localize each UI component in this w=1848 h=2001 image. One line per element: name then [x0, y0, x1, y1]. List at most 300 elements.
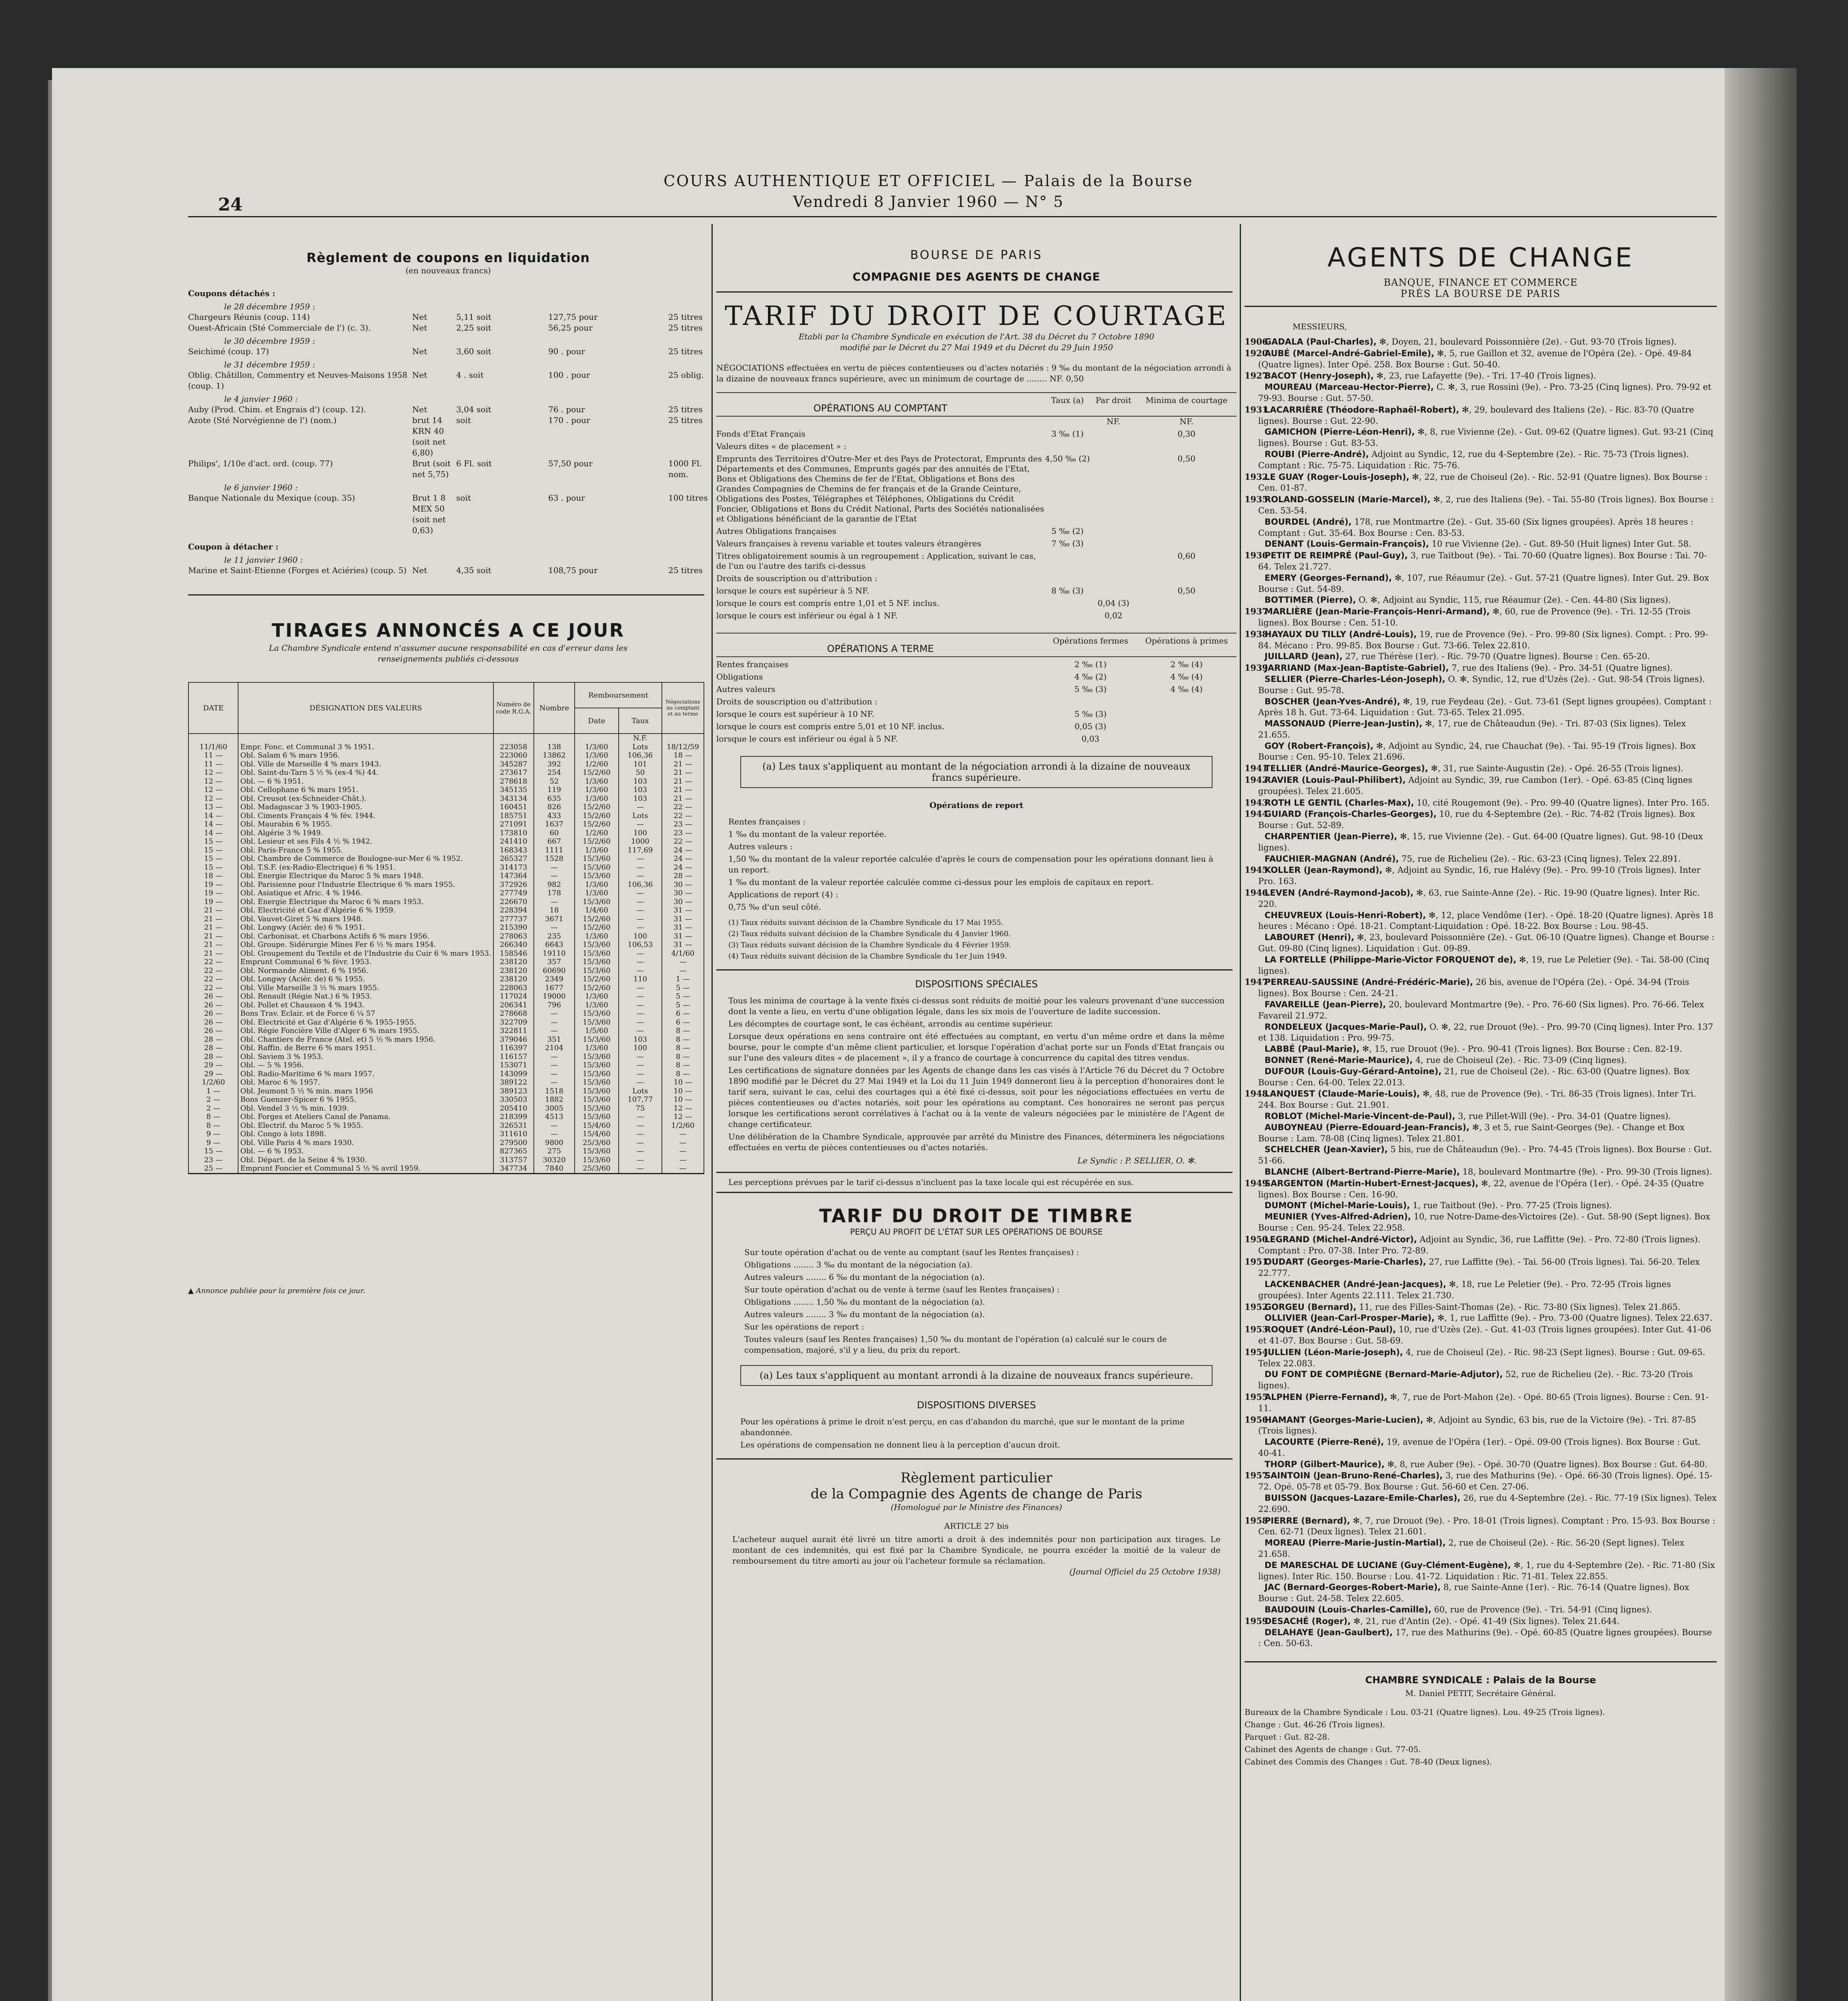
row-label: Autres Obligations françaises [716, 526, 836, 536]
cell-negociations: 21 — [662, 768, 704, 777]
agent-name: LA FORTELLE (Philippe-Marie-Victor FORQUENOT de), [1265, 954, 1517, 964]
cell-code: 314173 [493, 863, 534, 872]
row-minimum [1136, 598, 1237, 608]
comptant-row [716, 598, 1237, 608]
agent-details: O. ✻, Adjoint au Syndic, 115, rue Réaumur (2e). - Cen. 44-80 (Six lignes). [1356, 595, 1671, 605]
agent-name: GADALA (Paul-Charles), [1265, 337, 1377, 347]
cell-taux: — [619, 1027, 662, 1035]
table-row [188, 932, 704, 941]
cell-designation: Obl. Départ. de la Seine 4 % 1930. [238, 1156, 493, 1165]
tirages-footnote: ▲ Annonce publiée pour la première fois ce jour. [188, 1286, 365, 1295]
cell-remb-date: 1/3/60 [575, 777, 619, 786]
col-remboursement: Remboursement [575, 682, 662, 708]
agent-name: JUILLARD (Jean), [1265, 652, 1343, 662]
tarif-note: (3) Taux réduits suivant décision de la Chambre Syndicale du 4 Février 1959. [728, 941, 1011, 949]
cell-date: 22 — [188, 958, 238, 966]
table-row [188, 768, 704, 777]
agent-details: ✻, 15, rue Vivienne (2e). - Gut. 64-00 (Quatre lignes). Gut. 98-10 (Deux lignes). [1258, 832, 1703, 852]
table-row [188, 846, 704, 855]
table-row [188, 880, 704, 889]
cell-code: 168343 [493, 846, 534, 855]
agent-name: MEUNIER (Yves-Alfred-Adrien), [1265, 1212, 1411, 1222]
cell-nombre: 667 [534, 837, 575, 846]
cell-nombre: 2349 [534, 975, 575, 984]
cell-designation: Obl. T.S.F. (ex-Radio-Electrique) 6 % 1951. [238, 863, 493, 872]
agent-name: GAMICHON (Pierre-Léon-Henri), [1265, 427, 1415, 437]
cell-code: 158546 [493, 949, 534, 958]
messieurs: MESSIEURS, [1293, 322, 1347, 331]
cell-nombre: 433 [534, 812, 575, 820]
agent-year: 1950 [1245, 1234, 1268, 1244]
agent-details: ✻, 29, boulevard des Italiens (2e). - Ric. 83-70 (Quatre lignes). Bourse : Gut. 22-90. [1258, 405, 1694, 426]
cell-remb-date: 1/2/60 [575, 760, 619, 769]
article-reference: (Journal Officiel du 25 Octobre 1938) [1069, 1567, 1221, 1576]
report-line: Applications de report (4) : [728, 890, 838, 899]
coupon-unit: 25 titres [668, 323, 703, 333]
cell-remb-date: 15/3/60 [575, 1104, 619, 1113]
perceptions: Les perceptions prévues par le tarif ci-dessus n'incluent pas la taxe locale qui est récupérée en sus. [728, 1177, 1134, 1187]
cell-nombre: — [534, 923, 575, 932]
timbre-line: Obligations ........ 1,50 ‰ du montant de la négociation (a). [744, 1297, 985, 1307]
agent-name: JAC (Bernard-Georges-Robert-Marie), [1265, 1582, 1441, 1592]
row-prime: 4 ‰ (4) [1170, 684, 1203, 694]
coupon-name: Chargeurs Réunis (coup. 114) [188, 312, 310, 322]
coupon-unit: 100 titres [668, 493, 708, 503]
cell-taux: — [619, 1113, 662, 1121]
agents-subtitle-2: PRÈS LA BOURSE DE PARIS [1400, 288, 1561, 299]
agent-year: 1952 [1245, 1301, 1268, 1312]
agent-details: 10, rue du 4-Septembre (2e). - Ric. 74-82 (Trois lignes). Box Bourse : Gut. 52-89. [1258, 809, 1695, 830]
coupon-amount: 6 Fl. soit [456, 459, 492, 468]
cell-nombre: 18 [534, 906, 575, 915]
agent-year: 1943 [1245, 797, 1268, 808]
reglement-homologue: (Homologué par le Ministre des Finances) [890, 1502, 1062, 1512]
cell-code: 205410 [493, 1104, 534, 1113]
agent-entry [1245, 1211, 1717, 1234]
agent-entry [1245, 1022, 1717, 1044]
col-remb-taux: Taux [619, 708, 662, 734]
agent-entry [1245, 1604, 1717, 1616]
row-minimum [1136, 573, 1237, 583]
agent-details: ✻, 8, rue Vivienne (2e). - Gut. 09-62 (Quatre lignes). Gut. 93-21 (Cinq lignes). Bourse : Gut. 83-53. [1258, 427, 1714, 448]
row-ferme: 0,03 [1081, 734, 1100, 744]
table-row [188, 743, 704, 752]
agent-year: 1937 [1245, 606, 1268, 617]
row-taux: 5 ‰ (2) [1051, 526, 1084, 536]
cell-designation: Obl. Lesieur et ses Fils 4 ½ % 1942. [238, 837, 493, 846]
coupon-unit: 25 titres [668, 415, 703, 425]
cell-code: 345287 [493, 760, 534, 769]
agent-year: 1957 [1245, 1470, 1268, 1481]
table-row [188, 1009, 704, 1018]
cell-taux: 101 [619, 760, 662, 769]
row-droit [1090, 573, 1136, 583]
coupon-date: le 28 décembre 1959 : [224, 302, 315, 311]
col-nombre: Nombre [534, 682, 575, 734]
agent-name: PERREAU-SAUSSINE (André-Frédéric-Marie), [1265, 977, 1473, 987]
agent-year: 1949 [1245, 1178, 1268, 1188]
coupon-amount: 2,25 soit [456, 323, 491, 333]
cell-nombre: — [534, 1009, 575, 1018]
agent-details: ✻, 1, rue du 4-Septembre (2e). - Ric. 71-80 (Six lignes). Inter Ric. 150. Bourse : Lou. 41-72. Liquidation : Ric. 71-81. Telex 22.855. [1258, 1560, 1715, 1581]
agent-details: 10, rue d'Uzès (2e). - Gut. 41-03 (Trois lignes groupées). Inter Gut. 41-06 et 41-07. Box Bourse : Gut. 58-69. [1258, 1325, 1711, 1345]
coupon-unit: 1000 Fl. nom. [668, 459, 702, 479]
table-row [188, 1001, 704, 1010]
cell-taux: 107,77 [619, 1095, 662, 1104]
row-droit: 0,04 (3) [1097, 598, 1130, 608]
agent-entry [1245, 1493, 1717, 1515]
section-rule [188, 594, 704, 595]
cell-negociations: 5 — [662, 992, 704, 1001]
reglement-subtitle: de la Compagnie des Agents de change de Paris [810, 1486, 1142, 1502]
cell-code: 238120 [493, 966, 534, 975]
cell-date: 26 — [188, 1027, 238, 1035]
tarif-note-a: (a) Les taux s'appliquent au montant de la négociation arrondi à la dizaine de nouveaux francs supérieure. [740, 756, 1213, 788]
agent-name: LANQUEST (Claude-Marie-Louis), [1265, 1089, 1420, 1099]
row-minimum [1136, 611, 1237, 621]
cell-remb-date: 15/3/60 [575, 1018, 619, 1027]
agent-name: PETIT DE REIMPRÉ (Paul-Guy), [1265, 551, 1408, 561]
cell-taux: 100 [619, 829, 662, 838]
cell-designation: Obl. Salam 6 % mars 1956. [238, 751, 493, 760]
coupon-line [188, 493, 708, 536]
row-minimum [1136, 526, 1237, 536]
report-line: 0,75 ‰ d'un seul côté. [728, 902, 821, 912]
cell-date: 13 — [188, 803, 238, 812]
table-row [188, 984, 704, 992]
cell-code: 226670 [493, 898, 534, 906]
cell-remb-date: 15/2/60 [575, 820, 619, 829]
agent-entry [1245, 976, 1717, 999]
cell-remb-date: 1/4/60 [575, 906, 619, 915]
coupon-name: Auby (Prod. Chim. et Engrais d') (coup. 12). [188, 405, 366, 414]
agent-details: ✻, 23, rue Lafayette (9e). - Tri. 17-40 (Trois lignes). [1373, 371, 1596, 381]
tarif-notes [716, 912, 1237, 961]
agent-details: ✻, 48, rue de Provence (9e). - Tri. 86-35 (Trois lignes). Inter Tri. 244. Box Bourse : Gut. 21.901. [1258, 1089, 1696, 1110]
terme-rows [716, 660, 1237, 744]
cell-code: 117024 [493, 992, 534, 1001]
agent-entry [1245, 1616, 1717, 1627]
special-paragraph: Lorsque deux opérations en sens contraire ont été effectuées au comptant, en vertu d'un même ordre et dans la même bourse, pour le compte d'un même client particulier, et lorsque l'opération d'achat porte sur un Fonds d'Etat français ou sur l'une des valeurs dites « de placement », il y a franco de courtage à concurrence du capital des titres vendus. [728, 1031, 1225, 1063]
chambre-line: Parquet : Gut. 82-28. [1245, 1732, 1330, 1742]
row-prime [1136, 722, 1237, 732]
cell-date: 21 — [188, 940, 238, 949]
agent-details: O. ✻, 22, rue Drouot (9e). - Pro. 99-70 (Cinq lignes). Inter Pro. 137 et 138. Liquidation : Pro. 99-75. [1258, 1022, 1714, 1043]
agent-name: BACOT (Henry-Joseph), [1265, 371, 1374, 381]
coupon-type: Net [412, 347, 427, 356]
agent-entry [1245, 1313, 1717, 1324]
tarif-note: (1) Taux réduits suivant décision de la Chambre Syndicale du 17 Mai 1955. [728, 918, 1004, 927]
row-label: Valeurs dites « de placement » : [716, 441, 846, 451]
agent-details: 1, rue Taitbout (9e). - Pro. 77-25 (Trois lignes). [1410, 1201, 1612, 1211]
cell-date: 21 — [188, 906, 238, 915]
agent-name: DENANT (Louis-Germain-François), [1265, 539, 1429, 549]
cell-date: 19 — [188, 880, 238, 889]
table-row [188, 1156, 704, 1165]
coupon-type: brut 14 KRN 40 (soit net 6,80) [412, 415, 446, 457]
agent-entry [1245, 741, 1717, 763]
cell-date: 26 — [188, 1009, 238, 1018]
terme-row [716, 684, 1237, 694]
agent-name: LACKENBACHER (André-Jean-Jacques), [1265, 1279, 1447, 1289]
cell-nombre: 60690 [534, 966, 575, 975]
cell-designation: Obl. Longwy (Aciér. de) 6 % 1951. [238, 923, 493, 932]
cell-remb-date: 1/3/60 [575, 889, 619, 898]
cell-designation: Obl. Carbonisat. et Charbons Actifs 6 % mars 1956. [238, 932, 493, 941]
table-row [188, 992, 704, 1001]
agent-details: ✻, Adjoint au Syndic, 24, rue Chauchat (9e). - Tai. 95-19 (Trois lignes). Box Bourse : Cen. 95-10. Telex 21.696. [1258, 741, 1696, 762]
cell-code: 345135 [493, 786, 534, 794]
cell-code: 265327 [493, 854, 534, 863]
cell-nombre: — [534, 1018, 575, 1027]
table-row [188, 940, 704, 949]
cell-remb-date: 15/4/60 [575, 1121, 619, 1130]
row-minimum [1136, 539, 1237, 549]
cell-nombre: 1882 [534, 1095, 575, 1104]
row-droit [1090, 526, 1136, 536]
agent-details: 3, rue Pillet-Will (9e). - Pro. 34-01 (Quatre lignes). [1455, 1111, 1671, 1121]
agent-details: 19, avenue de l'Opéra (1er). - Opé. 09-00 (Trois lignes). Box Bourse : Gut. 40-41. [1258, 1437, 1701, 1458]
agent-name: SCHELCHER (Jean-Xavier), [1265, 1145, 1388, 1155]
cell-remb-date: 25/3/60 [575, 1164, 619, 1173]
coupon-type: Net [412, 405, 427, 414]
table-row [188, 854, 704, 863]
agent-entry [1245, 1414, 1717, 1437]
cell-designation: Bons Trav. Eclair. et de Force 6 ¼ 57 [238, 1009, 493, 1018]
cell-remb-date: 15/2/60 [575, 812, 619, 820]
agent-name: GORGEU (Bernard), [1265, 1302, 1357, 1312]
cell-code: 153071 [493, 1061, 534, 1070]
agent-details: ✻, 7, rue de Port-Mahon (2e). - Opé. 80-65 (Trois lignes). Bourse : Cen. 91-11. [1258, 1392, 1709, 1413]
chambre-line: Cabinet des Agents de change : Gut. 77-05. [1245, 1744, 1421, 1754]
cell-date: 1/2/60 [188, 1078, 238, 1087]
agent-entry [1245, 662, 1717, 674]
cell-taux: — [619, 803, 662, 812]
cell-code: 147364 [493, 872, 534, 880]
agent-entry [1245, 404, 1717, 427]
cell-remb-date: 1/3/60 [575, 786, 619, 794]
cell-date: 22 — [188, 984, 238, 992]
cell-taux: 106,53 [619, 940, 662, 949]
timbre-lines [716, 1237, 1237, 1355]
table-row [188, 1139, 704, 1147]
agent-name: EMERY (Georges-Fernand), [1265, 573, 1392, 583]
cell-date: 12 — [188, 777, 238, 786]
coupon-amount: 3,04 soit [456, 405, 491, 414]
row-label: lorsque le cours est supérieur à 5 NF. [716, 586, 869, 595]
cell-nombre: 1518 [534, 1087, 575, 1096]
cell-remb-date: 15/4/60 [575, 1130, 619, 1139]
coupon-unit: 25 oblig. [668, 370, 704, 380]
table-row [188, 1104, 704, 1113]
cell-nombre: 235 [534, 932, 575, 941]
rule [1245, 1661, 1717, 1662]
rule [716, 969, 1233, 970]
table-row [188, 751, 704, 760]
agent-name: BOTTIMER (Pierre), [1265, 595, 1356, 605]
agent-year: 1935 [1245, 494, 1268, 505]
cell-nombre: 254 [534, 768, 575, 777]
row-taux: 8 ‰ (3) [1051, 586, 1084, 595]
table-row [188, 1044, 704, 1053]
terme-row [716, 722, 1237, 732]
cell-date: 2 — [188, 1095, 238, 1104]
agent-details: ✻, 21, rue d'Antin (2e). - Opé. 41-49 (Six lignes). Telex 21.644. [1351, 1616, 1620, 1626]
right-column [1245, 226, 1717, 2001]
agent-details: 11, rue des Filles-Saint-Thomas (2e). - Ric. 73-80 (Six lignes). Telex 21.865. [1356, 1302, 1680, 1312]
cell-date: 21 — [188, 932, 238, 941]
agent-year: 1953 [1245, 1324, 1268, 1335]
coupon-date: le 31 décembre 1959 : [224, 360, 315, 369]
row-ferme: 0,05 (3) [1074, 722, 1106, 731]
comptant-rows [716, 429, 1237, 621]
cell-nombre: 357 [534, 958, 575, 966]
cell-taux: — [619, 1061, 662, 1070]
cell-negociations: 10 — [662, 1095, 704, 1104]
cell-nombre: — [534, 898, 575, 906]
cell-remb-date: 15/2/60 [575, 984, 619, 992]
cell-negociations: — [662, 958, 704, 966]
cell-negociations: 31 — [662, 906, 704, 915]
col-negociations: Négociations au comptant et au terme [662, 682, 704, 734]
cell-remb-date: 15/3/60 [575, 1087, 619, 1096]
agent-details: 20, boulevard Montmartre (9e). - Pro. 76-60 (Six lignes). Pro. 76-66. Telex Favareil 21.972. [1258, 1000, 1704, 1021]
agent-name: CHEUVREUX (Louis-Henri-Robert), [1265, 910, 1426, 920]
agent-entry [1245, 550, 1717, 573]
cell-taux: — [619, 1121, 662, 1130]
agent-entry [1245, 674, 1717, 696]
table-row [188, 923, 704, 932]
cell-taux: — [619, 915, 662, 924]
cell-date: 19 — [188, 889, 238, 898]
agent-details: 19, rue de Provence (9e). - Pro. 99-80 (Six lignes). Compt. : Pro. 99-84. Mécano : Pro. 99-85. Box Bourse : Gut. 73-66. Telex 22.810. [1258, 629, 1708, 650]
cell-taux: — [619, 1147, 662, 1156]
table-row [188, 812, 704, 820]
coupons-subtitle: (en nouveaux francs) [405, 266, 491, 275]
agent-name: BOURDEL (André), [1265, 517, 1352, 527]
cell-negociations: 4/1/60 [662, 949, 704, 958]
coupon-line [188, 404, 708, 415]
cell-designation: Obl. Parisienne pour l'Industrie Electrique 6 % mars 1955. [238, 880, 493, 889]
row-droit: 0,02 [1104, 611, 1122, 620]
cell-taux: — [619, 863, 662, 872]
cell-designation: Obl. Jeumont 5 ½ % min. mars 1956 [238, 1087, 493, 1096]
cell-code: 185751 [493, 812, 534, 820]
cell-designation: Obl. Congo à lots 1898. [238, 1130, 493, 1139]
agent-name: FAUCHIER-MAGNAN (André), [1265, 854, 1399, 864]
coupon-line [188, 565, 708, 576]
cell-taux: 106,36 [619, 751, 662, 760]
diverses-paragraph: Les opérations de compensation ne donnent lieu à la perception d'aucun droit. [740, 1440, 1060, 1450]
col-par-droit: Par droit [1095, 395, 1132, 405]
cell-negociations: 24 — [662, 863, 704, 872]
agent-details: 27, rue Thérèse (1er). - Ric. 79-70 (Quatre lignes). Bourse : Cen. 65-20. [1342, 652, 1650, 662]
cell-negociations: 8 — [662, 1044, 704, 1053]
cell-code: 330503 [493, 1095, 534, 1104]
cell-designation: Obl. Raffin. de Berre 6 % mars 1951. [238, 1044, 493, 1053]
coupon-type: Brut 1 8 MEX 50 (soit net 0,63) [412, 493, 446, 535]
table-row [188, 872, 704, 880]
agent-name: AUBÉ (Marcel-André-Gabriel-Emile), [1265, 348, 1435, 358]
cell-taux: — [619, 872, 662, 880]
agent-entry [1245, 1200, 1717, 1211]
table-row [188, 958, 704, 966]
row-droit [1090, 551, 1136, 571]
cell-date: 21 — [188, 949, 238, 958]
table-row [188, 829, 704, 838]
cell-designation: Obl. Groupement du Textile et de l'Industrie du Cuir 6 % mars 1953. [238, 949, 493, 958]
agent-name: KOLLER (Jean-Raymond), [1265, 865, 1383, 875]
agent-name: ALPHEN (Pierre-Fernand), [1265, 1392, 1387, 1402]
cell-date: 19 — [188, 898, 238, 906]
cell-remb-date: 15/2/60 [575, 915, 619, 924]
agent-entry [1245, 954, 1717, 977]
timbre-line: Toutes valeurs (sauf les Rentes françaises) 1,50 ‰ du montant de l'opération (a) calculé sur le cours de compensation, majoré, s'il y a lieu, du prix du report. [744, 1334, 1167, 1355]
cell-taux: — [619, 966, 662, 975]
cell-remb-date: 15/3/60 [575, 872, 619, 880]
cell-negociations: 1 — [662, 975, 704, 984]
agent-name: OUDART (Georges-Marie-Charles), [1265, 1257, 1426, 1267]
agent-entry [1245, 1256, 1717, 1279]
cell-negociations: 6 — [662, 1009, 704, 1018]
cell-taux: — [619, 1001, 662, 1010]
row-label: lorsque le cours est supérieur à 10 NF. [716, 709, 874, 719]
cell-code: 116157 [493, 1053, 534, 1061]
cell-designation: Obl. Forges et Ateliers Canal de Panama. [238, 1113, 493, 1121]
agent-entry [1245, 1347, 1717, 1369]
cell-code: 218399 [493, 1113, 534, 1121]
tarif-negotiations: NÉGOCIATIONS effectuées en vertu de pièces contentieuses ou d'actes notariés : 9 ‰ du montant de la négociation arrondi à la dizaine de nouveaux francs supérieure, avec un minimum de courtage de ........ NF. 0,50 [716, 363, 1231, 383]
cell-remb-date: 1/3/60 [575, 992, 619, 1001]
header-subtitle: Vendredi 8 Janvier 1960 — N° 5 [793, 193, 1064, 211]
cell-nombre: 351 [534, 1035, 575, 1044]
cell-code: 277749 [493, 889, 534, 898]
cell-date: 11 — [188, 760, 238, 769]
cell-code: 143099 [493, 1070, 534, 1079]
cell-code: 322811 [493, 1027, 534, 1035]
coupons-title: Règlement de coupons en liquidation [306, 250, 590, 265]
coupon-total: 100 . pour [548, 370, 590, 380]
agent-details: ✻, 7, rue Drouot (9e). - Pro. 18-01 (Trois lignes). Comptant : Pro. 15-93. Box Bourse : Cen. 62-71 (Deux lignes). Telex 21.601. [1258, 1516, 1716, 1537]
agent-name: DE MARESCHAL DE LUCIANE (Guy-Clément-Eugène), [1265, 1560, 1511, 1570]
agent-name: DUFOUR (Louis-Guy-Gérard-Antoine), [1265, 1066, 1442, 1076]
cell-code: 228394 [493, 906, 534, 915]
agent-name: BOSCHER (Jean-Yves-André), [1265, 696, 1400, 706]
agent-name: OLLIVIER (Jean-Carl-Prosper-Marie), [1265, 1313, 1435, 1323]
cell-negociations: 6 — [662, 1018, 704, 1027]
left-column [188, 226, 708, 2001]
row-prime: 2 ‰ (4) [1170, 660, 1203, 669]
cell-taux: — [619, 923, 662, 932]
agent-entry [1245, 1437, 1717, 1459]
cell-remb-date: 15/3/60 [575, 958, 619, 966]
cell-designation: Empr. Fonc. et Communal 3 % 1951. [238, 743, 493, 752]
coupon-type: Net [412, 370, 427, 380]
agent-entry [1245, 629, 1717, 652]
cell-negociations: 21 — [662, 777, 704, 786]
col-primes: Opérations à primes [1145, 636, 1228, 646]
table-row [188, 1095, 704, 1104]
agent-details: ✻, Adjoint au Syndic, 63 bis, rue de la Victoire (9e). - Tri. 87-85 (Trois lignes). [1258, 1415, 1696, 1436]
row-ferme: 5 ‰ (3) [1074, 709, 1107, 719]
coupon-amount: 4 . soit [456, 370, 484, 380]
cell-code: 273617 [493, 768, 534, 777]
cell-negociations: 31 — [662, 923, 704, 932]
coupon-total: 108,75 pour [548, 565, 598, 575]
cell-designation: Obl. Pollet et Chausson 4 % 1943. [238, 1001, 493, 1010]
agent-year: 1947 [1245, 977, 1268, 987]
report-line: 1 ‰ du montant de la valeur reportée calculée comme ci-dessus pour les emplois de capitaux en report. [728, 877, 1154, 887]
